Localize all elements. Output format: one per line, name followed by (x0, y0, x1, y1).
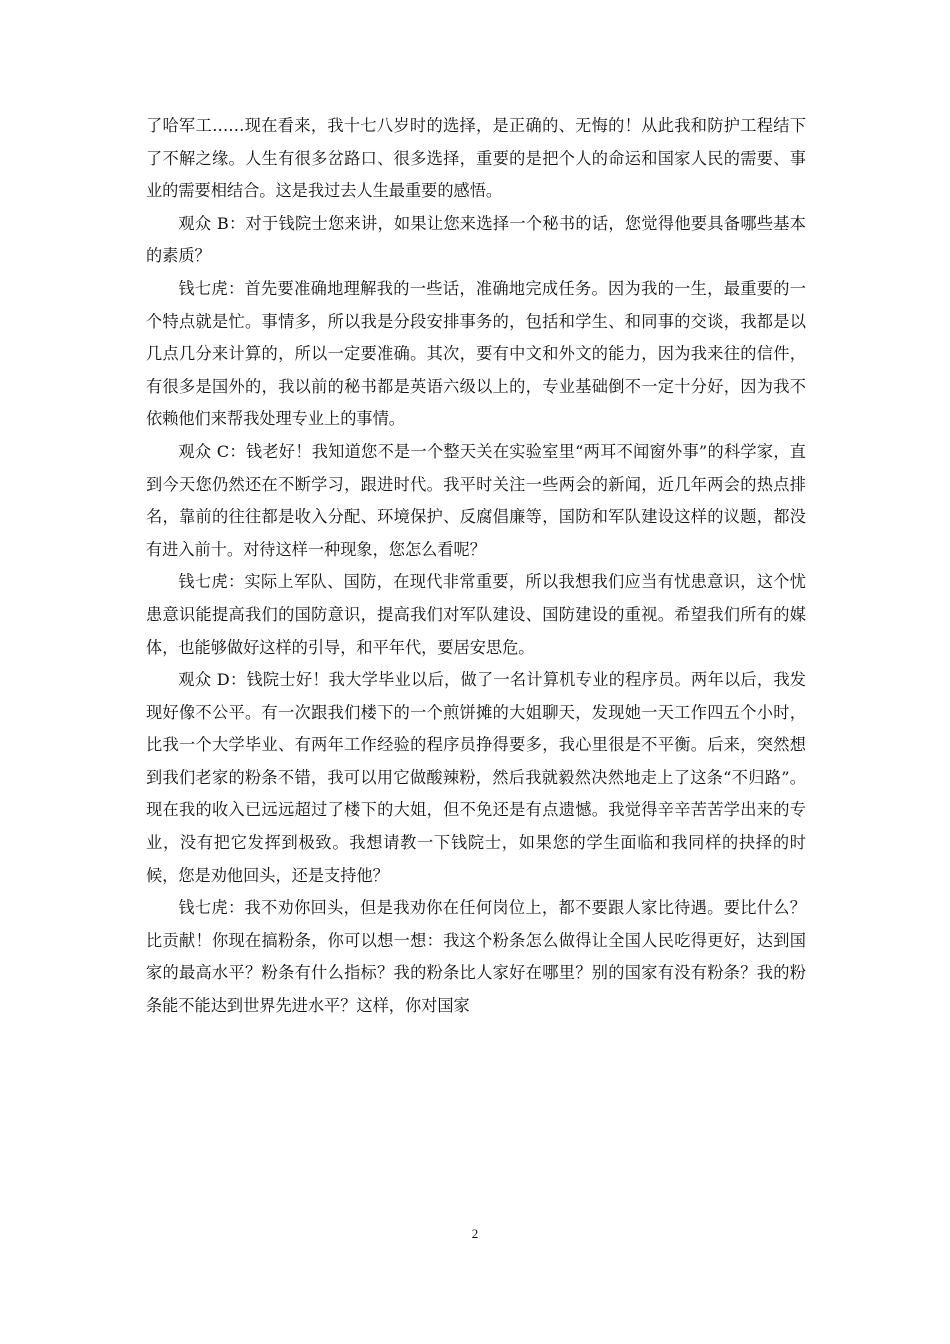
body-text (146, 110, 806, 1023)
page-number: 2 (471, 1226, 479, 1241)
paragraph-1: 了哈军工……现在看来，我十七八岁时的选择，是正确的、无悔的！从此我和防护工程结下了不解之缘。人生有很多岔路口、很多选择，重要的是把个人的命运和国家人民的需要、事业的需要相结合。这是我过去人生最重要的感悟。 (146, 116, 806, 201)
paragraph-2: 观众 B：对于钱院士您来讲，如果让您来选择一个秘书的话，您觉得他要具备哪些基本的素质？ (146, 213, 806, 266)
paragraph-5: 钱七虎：实际上军队、国防，在现代非常重要，所以我想我们应当有忧患意识，这个忧患意识能提高我们的国防意识，提高我们对军队建设、国防建设的重视。希望我们所有的媒体，也能够做好这样的引导，和平年代，要居安思危。 (146, 572, 806, 657)
paragraph-4: 观众 C：钱老好！我知道您不是一个整天关在实验室里“两耳不闻窗外事”的科学家，直到今天您仍然还在不断学习，跟进时代。我平时关注一些两会的新闻，近几年两会的热点排名，靠前的往往都是收入分配、环境保护、反腐倡廉等，国防和军队建设这样的议题，都没有进入前十。对待这样一种现象，您怎么看呢？ (146, 441, 806, 559)
paragraph-6: 观众 D：钱院士好！我大学毕业以后，做了一名计算机专业的程序员。两年以后，我发现好像不公平。有一次跟我们楼下的一个煎饼摊的大姐聊天，发现她一天工作四五个小时，比我一个大学毕业、有两年工作经验的程序员挣得要多，我心里很是不平衡。后来，突然想到我们老家的粉条不错，我可以用它做酸辣粉，然后我就毅然决然地走上了这条“不归路”。现在我的收入已远远超过了楼下的大姐，但不免还是有点遗憾。我觉得辛辛苦苦学出来的专业，没有把它发挥到极致。我想请教一下钱院士，如果您的学生面临和我同样的抉择的时候，您是劝他回头，还是支持他？ (146, 670, 806, 885)
paragraph-3: 钱七虎：首先要准确地理解我的一些话，准确地完成任务。因为我的一生，最重要的一个特点就是忙。事情多，所以我是分段安排事务的，包括和学生、和同事的交谈，我都是以几点几分来计算的，所以一定要准确。其次，要有中文和外文的能力，因为我来往的信件，有很多是国外的，我以前的秘书都是英语六级以上的，专业基础倒不一定十分好，因为我不依赖他们来帮我处理专业上的事情。 (146, 278, 806, 429)
paragraph-7: 钱七虎：我不劝你回头，但是我劝你在任何岗位上，都不要跟人家比待遇。要比什么？比贡献！你现在搞粉条，你可以想一想：我这个粉条怎么做得让全国人民吃得更好，达到国家的最高水平？粉条有什么指标？我的粉条比人家好在哪里？别的国家有没有粉条？我的粉条能不能达到世界先进水平？这样，你对国家 (146, 898, 806, 1016)
